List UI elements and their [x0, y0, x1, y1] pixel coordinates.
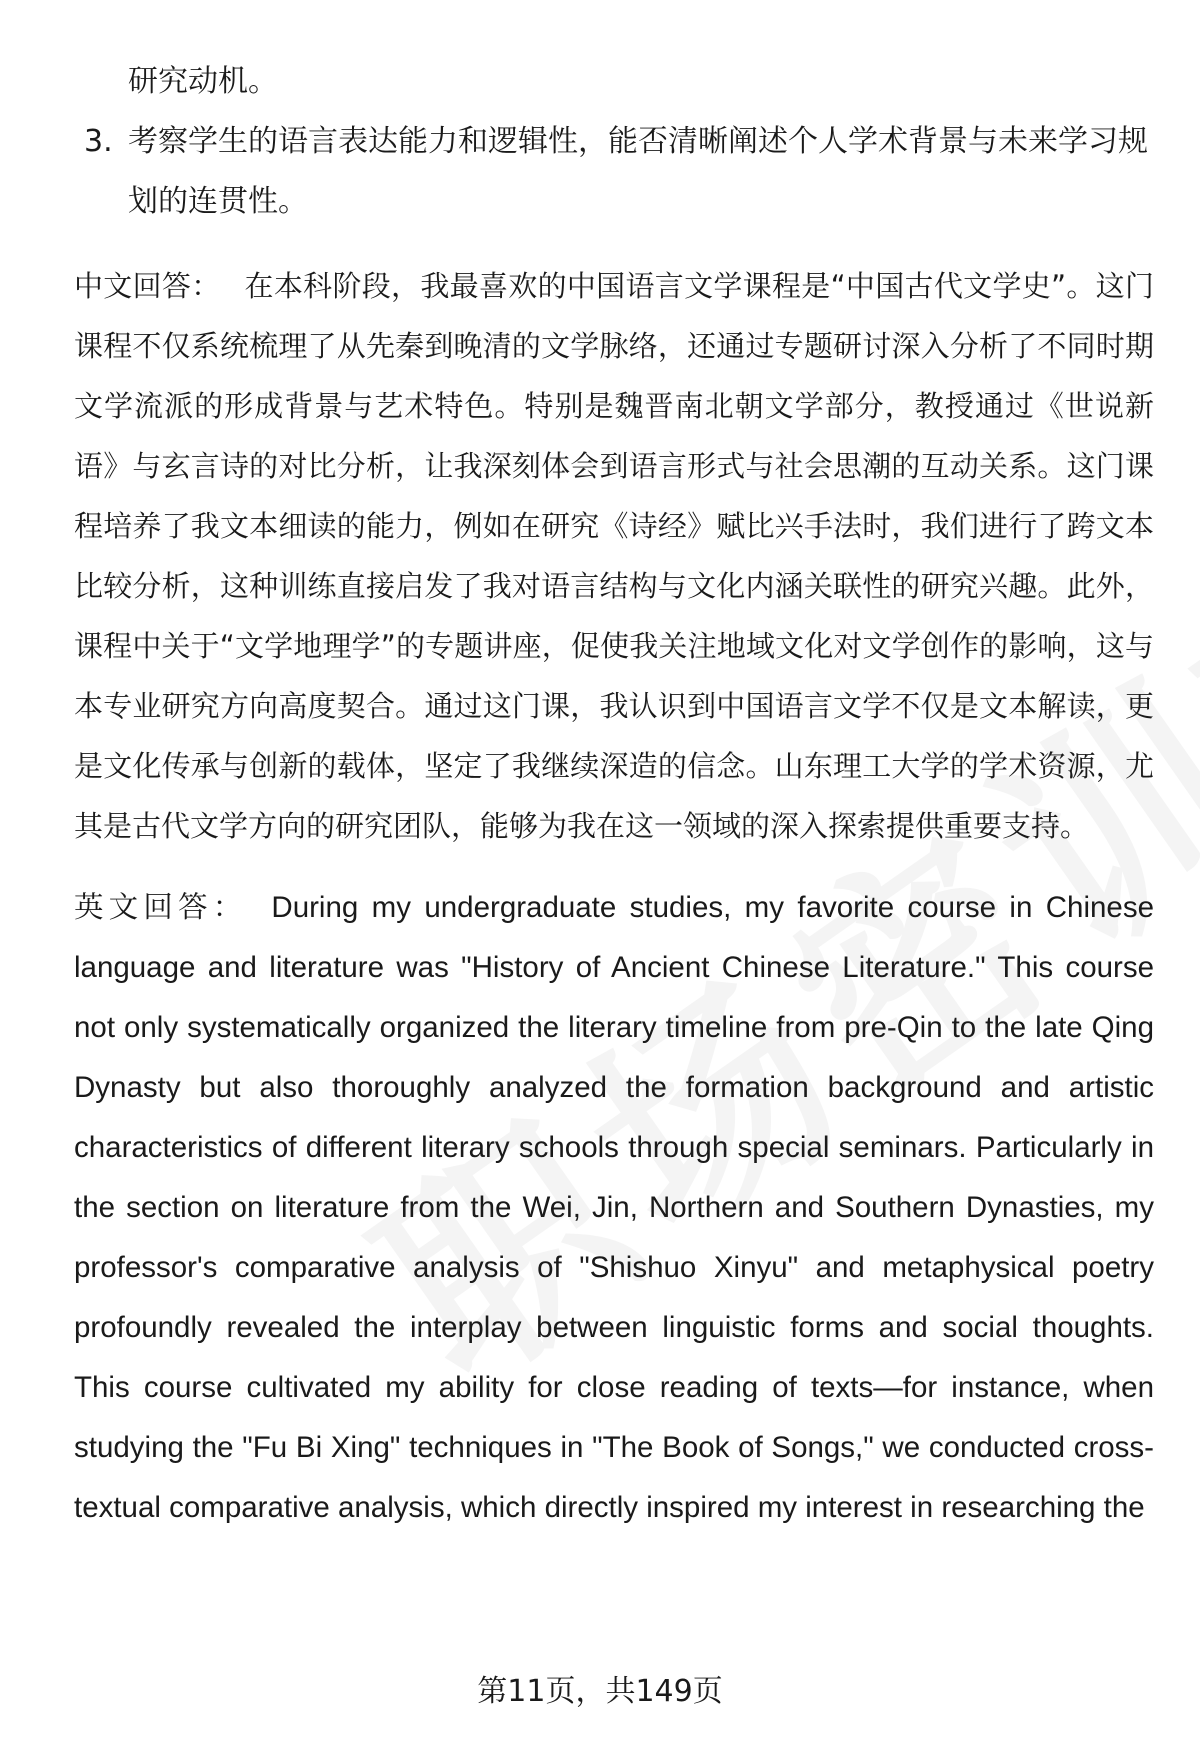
english-answer-paragraph — [74, 878, 1154, 1538]
page-number-footer: 第11页，共149页 — [477, 1674, 723, 1709]
list-item-3 — [74, 112, 1154, 232]
chinese-answer-label: 中文回答： — [74, 269, 221, 303]
english-answer-label: 英文回答： — [74, 891, 248, 924]
list-item-number: 3. — [84, 124, 113, 159]
chinese-answer-paragraph — [74, 256, 1154, 856]
list-item-continuation: 研究动机。 — [128, 64, 278, 99]
list-item-text: 考察学生的语言表达能力和逻辑性，能否清晰阐述个人学术背景与未来学习规划的连贯性。 — [128, 124, 1148, 219]
page-content — [74, 52, 1154, 1538]
chinese-answer-text: 在本科阶段，我最喜欢的中国语言文学课程是“中国古代文学史”。这门课程不仅系统梳理了从先秦到晚清的文学脉络，还通过专题研讨深入分析了不同时期文学流派的形成背景与艺术特色。特别是魏晋南北朝文学部分，教授通过《世说新语》与玄言诗的对比分析，让我深刻体会到语言形式与社会思潮的互动关系。这门课程培养了我文本细读的能力，例如在研究《诗经》赋比兴手法时，我们进行了跨文本比较分析，这种训练直接启发了我对语言结构与文化内涵关联性的研究兴趣。此外，课程中关于“文学地理学”的专题讲座，促使我关注地域文化对文学创作的影响，这与本专业研究方向高度契合。通过这门课，我认识到中国语言文学不仅是文本解读，更是文化传承与创新的载体，坚定了我继续深造的信念。山东理工大学的学术资源，尤其是古代文学方向的研究团队，能够为我在这一领域的深入探索提供重要支持。 — [74, 269, 1154, 843]
english-answer-text: During my undergraduate studies, my favorite course in Chinese language and literature was "History of Ancient Chinese Literature." This course not only systematically organized the literary timeline from pre-Qin to the late Qing Dynasty but also thoroughly analyzed the formation background and artistic characteristics of different literary schools through special seminars. Particularly in the section on literature from the Wei, Jin, Northern and Southern Dynasties, my professor's comparative analysis of "Shishuo Xinyu" and metaphysical poetry profoundly revealed the interplay between linguistic forms and social thoughts. This course cultivated my ability for close reading of texts—for instance, when studying the "Fu Bi Xing" techniques in "The Book of Songs," we conducted cross-textual comparative analysis, which directly inspired my interest in researching the — [74, 891, 1154, 1524]
